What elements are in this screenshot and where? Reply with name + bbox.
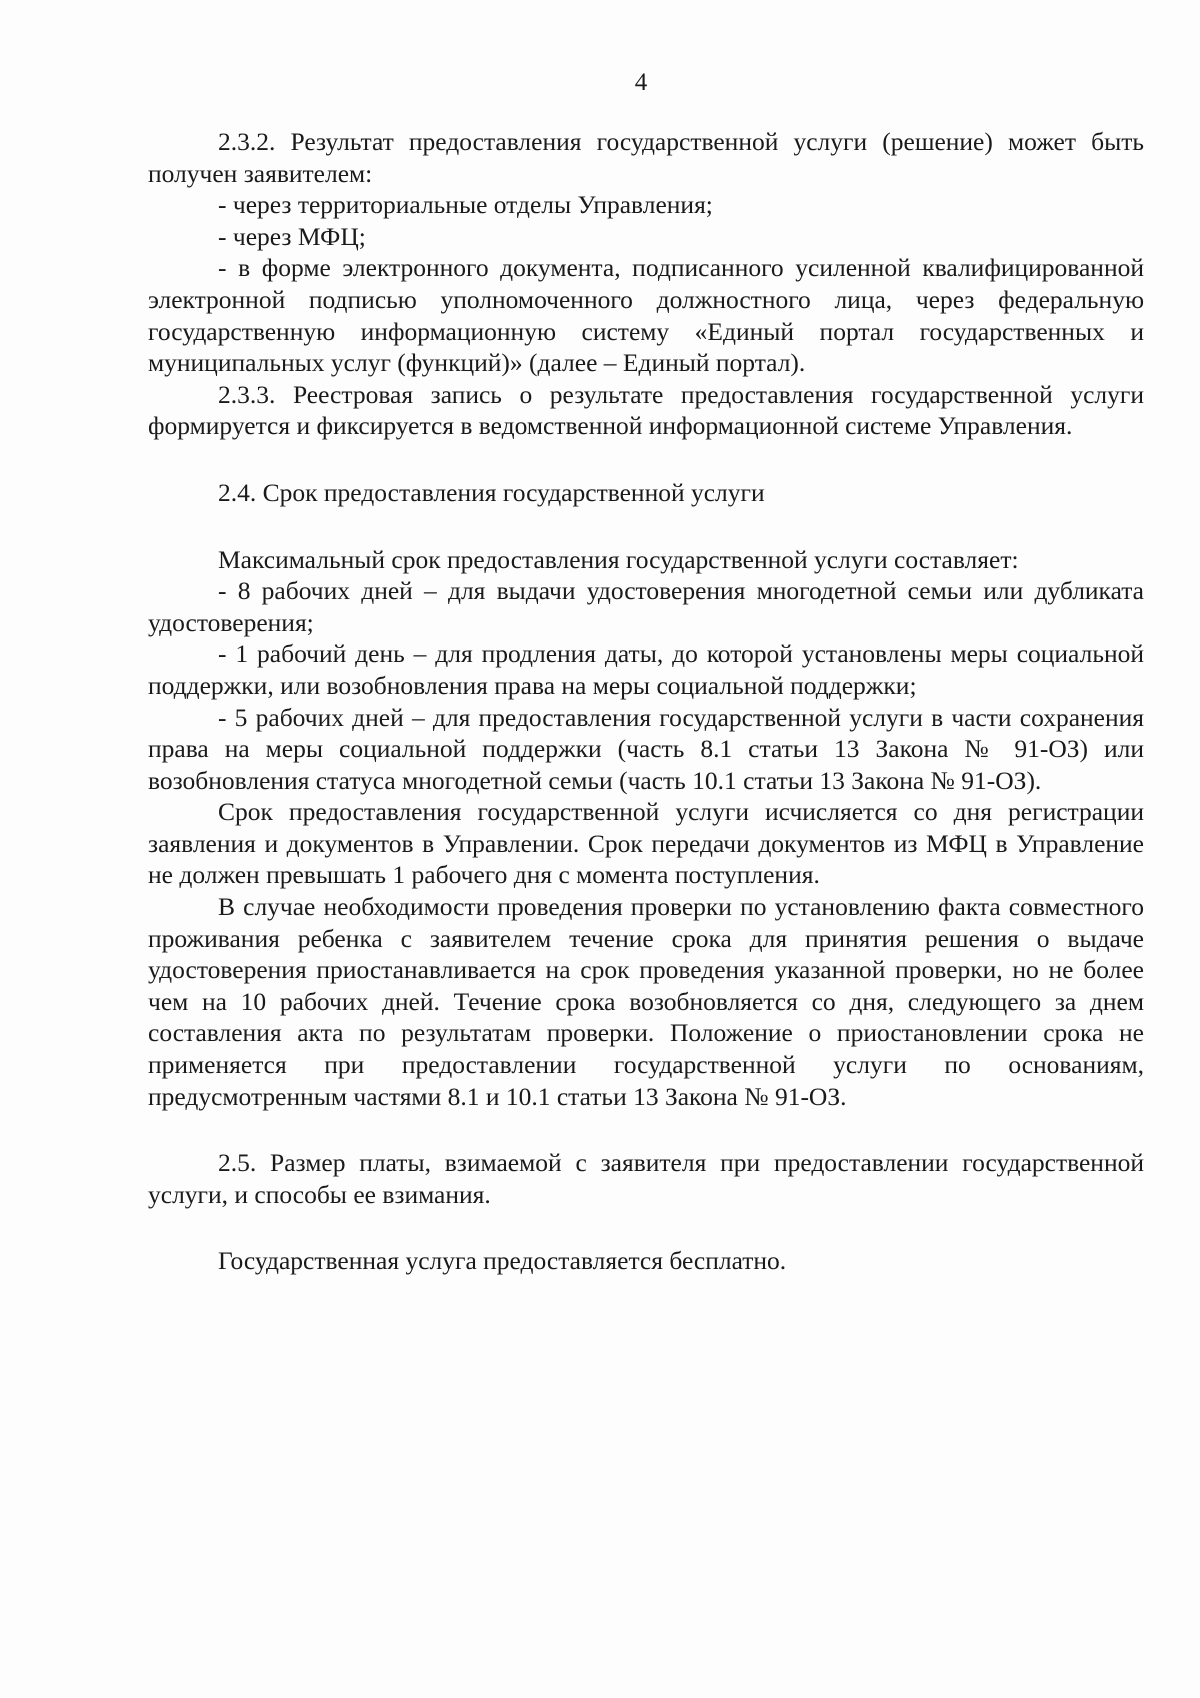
page-number: 4 <box>634 69 648 96</box>
list-item: - в форме электронного документа, подписанного усиленной квалифицированной электронной подписью уполномоченного должностного лица, через федеральную государственную информационную систему «Единый портал государственных и муниципальных услуг (функций)» (далее – Единый портал). <box>148 253 1144 378</box>
section-heading-2-5: 2.5. Размер платы, взимаемой с заявителя при предоставлении государственной услуги, и способы ее взимания. <box>148 1148 1144 1209</box>
list-item: - 5 рабочих дней – для предоставления государственной услуги в части сохранения права на меры социальной поддержки (часть 8.1 статьи 13 Закона № 91-ОЗ) или возобновления статуса многодетной семьи (часть 10.1 статьи 13 Закона № 91-ОЗ). <box>148 702 1144 795</box>
paragraph-2-3-2-intro: 2.3.2. Результат предоставления государственной услуги (решение) может быть получен заявителем: <box>148 127 1144 188</box>
section-heading-2-4: 2.4. Срок предоставления государственной услуги <box>218 477 765 507</box>
list-item: - 8 рабочих дней – для выдачи удостоверения многодетной семьи или дубликата удостоверения; <box>148 576 1144 637</box>
spacer <box>148 1112 1144 1147</box>
spacer <box>148 509 1144 544</box>
paragraph-suspension: В случае необходимости проведения проверки по установлению факта совместного проживания ребенка с заявителем течение срока для принятия решения о выдаче удостоверения приостанавливается на срок проведения указанной проверки, но не более чем на 10 рабочих дней. Течение срока возобновляется со дня, следующего за днем составления акта по результатам проверки. Положение о приостановлении срока не применяется при предоставлении государственной услуги по основаниям, предусмотренным частями 8.1 и 10.1 статьи 13 Закона № 91-ОЗ. <box>148 892 1144 1111</box>
paragraph-2-3-3: 2.3.3. Реестровая запись о результате предоставления государственной услуги формируется и фиксируется в ведомственной информационной системе Управления. <box>148 379 1144 441</box>
paragraph-term: Срок предоставления государственной услуги исчисляется со дня регистрации заявления и документов в Управлении. Срок передачи документов из МФЦ в Управление не должен превышать 1 рабочего дня с момента поступления. <box>148 797 1144 890</box>
list-item: - через территориальные отделы Управления; <box>218 190 713 220</box>
spacer <box>148 1210 1144 1245</box>
spacer <box>148 442 1144 477</box>
paragraph-free-of-charge: Государственная услуга предоставляется бесплатно. <box>218 1246 787 1276</box>
list-item: - через МФЦ; <box>218 221 366 251</box>
list-item: - 1 рабочий день – для продления даты, до которой установлены меры социальной поддержки, или возобновления права на меры социальной поддержки; <box>148 639 1144 700</box>
paragraph-2-4-intro: Максимальный срок предоставления государственной услуги составляет: <box>218 544 1019 574</box>
document-body <box>148 126 1144 1277</box>
